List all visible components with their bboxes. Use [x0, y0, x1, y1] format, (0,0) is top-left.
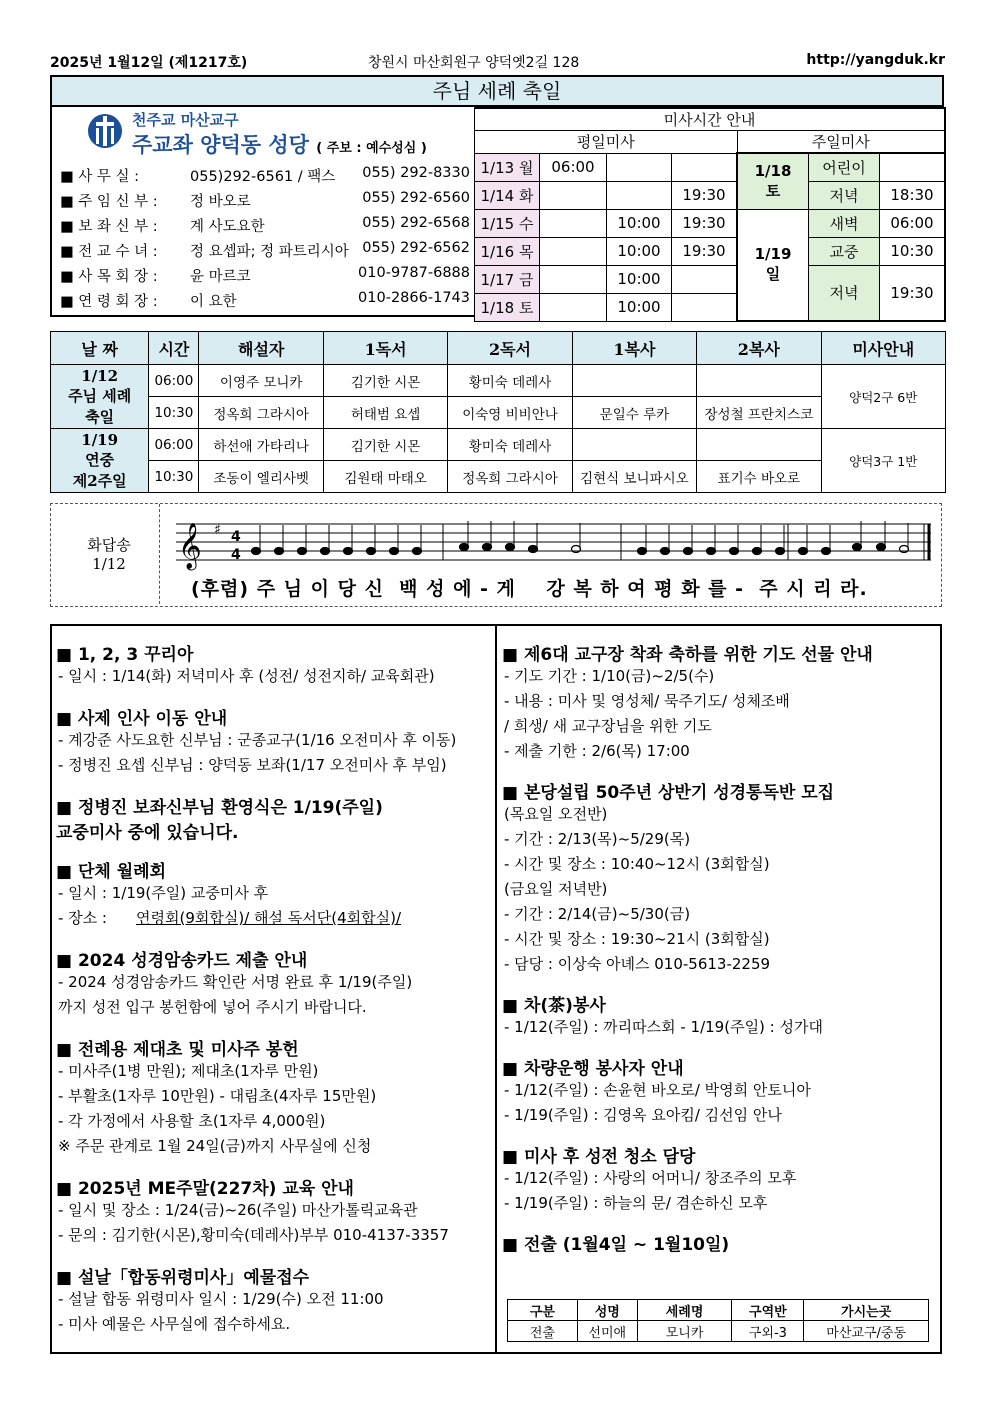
- psalm-label: 화답송: [87, 536, 131, 554]
- liturgy-schedule: [50, 331, 946, 493]
- contact-name: 윤 마르코: [190, 269, 251, 285]
- schedule-minister: 정옥희 그라시아: [448, 461, 572, 493]
- notice-line: - 계강준 사도요한 신부님 : 군종교구(1/16 오전미사 후 이동): [58, 731, 457, 749]
- notice-line: - 1/19(주일) : 김영옥 요아킴/ 김선임 안나: [504, 1106, 782, 1124]
- notice-heading: 교중미사 중에 있습니다.: [56, 823, 239, 843]
- sun-mass-name: 저녁: [809, 265, 880, 321]
- svg-text:4: 4: [231, 529, 241, 545]
- schedule-minister: 김기한 시몬: [323, 429, 447, 461]
- notice-heading: ■ 차량운행 봉사자 안내: [502, 1059, 684, 1079]
- church-logo-icon: [87, 111, 123, 151]
- schedule-time: 10:30: [149, 397, 199, 429]
- notice-line: - 설날 합동 위령미사 일시 : 1/29(수) 오전 11:00: [58, 1290, 384, 1308]
- mass-time-dawn: [540, 293, 607, 321]
- music-note: [460, 544, 469, 551]
- sat-dow: 토: [765, 181, 781, 200]
- notice-heading: ■ 2025년 ME주말(227차) 교육 안내: [56, 1179, 354, 1199]
- contact-role: ■ 전 교 수 녀 :: [60, 244, 158, 260]
- music-note: [483, 544, 492, 551]
- transfer-header: 세례명: [637, 1300, 732, 1321]
- mass-row: [475, 237, 946, 265]
- mass-time-evening: 19:30: [672, 237, 738, 265]
- music-note: [390, 548, 399, 555]
- music-note: [638, 548, 647, 555]
- schedule-date-line: 1/12: [81, 366, 119, 385]
- schedule-header: 미사안내: [821, 332, 945, 365]
- transfer-header: 구역반: [732, 1300, 804, 1321]
- mass-time-evening: [672, 293, 738, 321]
- notice-line: - 제출 기한 : 2/6(목) 17:00: [504, 742, 690, 760]
- schedule-minister: 이영주 모니카: [199, 365, 323, 397]
- notice-line: ※ 주문 관계로 1월 24일(금)까지 사무실에 신청: [58, 1137, 372, 1155]
- music-note: [684, 548, 693, 555]
- church-patron: ( 주보 : 예수성심 ): [316, 141, 427, 156]
- contact-name: 이 요한: [190, 294, 237, 310]
- contact-row: [60, 190, 470, 212]
- schedule-header: 2복사: [697, 332, 821, 365]
- mass-row: [475, 181, 946, 209]
- notice-line: - 문의 : 김기한(시몬),황미숙(데레사)부부 010-4137-3357: [58, 1226, 449, 1244]
- notice-heading: ■ 사제 인사 이동 안내: [56, 709, 228, 729]
- notice-heading: ■ 2024 성경암송카드 제출 안내: [56, 951, 308, 971]
- weekday-date: 1/14 화: [475, 181, 540, 209]
- contact-name: 계 사도요한: [190, 219, 265, 235]
- schedule-header: 1복사: [572, 332, 696, 365]
- sun-mass-time: 19:30: [880, 265, 946, 321]
- schedule-date-line: 주님 세례: [68, 386, 132, 405]
- transfer-cell: 마산교구/중동: [804, 1321, 929, 1342]
- top-info-line: [50, 50, 945, 72]
- music-note: [661, 548, 670, 555]
- notice-line: (금요일 저녁반): [504, 880, 608, 898]
- schedule-date-line: 1/19: [81, 430, 119, 449]
- contact-row: [60, 215, 470, 237]
- mass-time-morning: 10:00: [607, 209, 672, 237]
- music-note: [275, 548, 284, 555]
- notice-line: - 일시 및 장소 : 1/24(금)~26(주일) 마산가톨릭교육관: [58, 1201, 418, 1219]
- notice-heading: ■ 정병진 보좌신부님 환영식은 1/19(주일): [56, 798, 383, 818]
- contact-role: ■ 사 무 실 :: [60, 169, 140, 185]
- schedule-row: [51, 397, 946, 429]
- notice-underlined: 연령회(9회합실)/ 해설 독서단(4회합실)/: [136, 909, 402, 927]
- contact-name: 정 요셉파; 정 파트리시아: [190, 244, 349, 260]
- mass-time-dawn: 06:00: [540, 153, 607, 181]
- schedule-mass-note: 양덕2구 6반: [821, 365, 945, 429]
- contact-phone: 010-2866-1743: [358, 290, 470, 306]
- sun-dow: 일: [765, 265, 781, 284]
- sat-mass-name: 어린이: [809, 153, 880, 181]
- svg-text:♯: ♯: [214, 522, 221, 538]
- contact-role: ■ 보 좌 신 부 :: [60, 219, 158, 235]
- contact-role: ■ 사 목 회 장 :: [60, 269, 158, 285]
- notice-line: - 미사주(1병 만원); 제대초(1자루 만원): [58, 1062, 319, 1080]
- transfer-header: 성명: [577, 1300, 637, 1321]
- schedule-time: 10:30: [149, 461, 199, 493]
- schedule-minister: 표기수 바오로: [697, 461, 821, 493]
- mass-time-evening: [672, 265, 738, 293]
- feast-title: 주님 세례 축일: [50, 75, 944, 107]
- notice-line: - 미사 예물은 사무실에 접수하세요.: [58, 1315, 291, 1333]
- mass-time-evening: 19:30: [672, 181, 738, 209]
- diocese-name: 천주교 마산교구: [132, 111, 239, 129]
- schedule-date: [51, 365, 149, 429]
- schedule-minister: 김기한 시몬: [323, 365, 447, 397]
- schedule-time: 06:00: [149, 429, 199, 461]
- transfer-cell: 전출: [508, 1321, 578, 1342]
- schedule-minister: [697, 429, 821, 461]
- schedule-row: [51, 365, 946, 397]
- schedule-minister: [572, 365, 696, 397]
- contact-phone: 055) 292-6562: [362, 240, 470, 256]
- notice-heading: ■ 본당설립 50주년 상반기 성경통독반 모집: [502, 783, 835, 803]
- mass-time-dawn: [540, 237, 607, 265]
- contact-role: ■ 주 임 신 부 :: [60, 194, 158, 210]
- church-name: 주교좌 양덕동 성당 ( 주보 : 예수성심 ): [132, 133, 427, 157]
- notice-line: - 일시 : 1/19(주일) 교중미사 후: [58, 884, 269, 902]
- sunday-heading: 주일미사: [737, 131, 945, 154]
- music-note: [321, 548, 330, 555]
- music-note: [853, 544, 862, 551]
- notice-line: - 1/12(주일) : 까리따스회 - 1/19(주일) : 성가대: [504, 1018, 823, 1036]
- mass-row: [475, 209, 946, 237]
- music-note: [730, 548, 739, 555]
- mass-times: [474, 107, 946, 317]
- schedule-header: 날 짜: [51, 332, 149, 365]
- weekday-date: 1/15 수: [475, 209, 540, 237]
- schedule-date-line: 연중: [85, 450, 115, 469]
- contact-row: [60, 265, 470, 287]
- sunday-date: [737, 209, 809, 321]
- notice-line: - 2024 성경암송카드 확인란 서명 완료 후 1/19(주일): [58, 973, 413, 991]
- schedule-minister: 황미숙 데레사: [448, 365, 572, 397]
- transfer-cell: 구외-3: [732, 1321, 804, 1342]
- mass-time-evening: [672, 153, 738, 181]
- mass-time-dawn: [540, 209, 607, 237]
- contact-role: ■ 연 령 회 장 :: [60, 294, 158, 310]
- mass-time-morning: 10:00: [607, 265, 672, 293]
- sun-mass-time: 10:30: [880, 237, 946, 265]
- schedule-time: 06:00: [149, 365, 199, 397]
- notice-heading: ■ 제6대 교구장 착좌 축하를 위한 기도 선물 안내: [502, 645, 873, 665]
- contact-phone: 010-9787-6888: [358, 265, 470, 281]
- contact-phone: 055) 292-6560: [362, 190, 470, 206]
- music-note: [413, 548, 422, 555]
- sat-mass-name: 저녁: [809, 181, 880, 209]
- mass-time-morning: 10:00: [607, 237, 672, 265]
- schedule-minister: 정옥희 그라시아: [199, 397, 323, 429]
- notice-heading: ■ 단체 월례회: [56, 862, 167, 882]
- weekday-date: 1/13 월: [475, 153, 540, 181]
- weekday-date: 1/18 토: [475, 293, 540, 321]
- notice-heading: ■ 차(茶)봉사: [502, 996, 606, 1016]
- schedule-row: [51, 429, 946, 461]
- schedule-header: 시간: [149, 332, 199, 365]
- notice-line: - 기도 기간 : 1/10(금)~2/5(수): [504, 667, 715, 685]
- weekday-date: 1/17 금: [475, 265, 540, 293]
- transfer-header: 구분: [508, 1300, 578, 1321]
- mass-row: [475, 153, 946, 181]
- contact-name: 정 바오로: [190, 194, 251, 210]
- transfer-cell: 선미애: [577, 1321, 637, 1342]
- schedule-minister: [697, 365, 821, 397]
- music-staff: [176, 512, 936, 572]
- contact-phone: 055) 292-8330: [362, 165, 470, 181]
- notice-line: 까지 성전 입구 봉헌함에 넣어 주시기 바랍니다.: [58, 998, 367, 1016]
- music-note: [506, 544, 515, 551]
- mass-time-dawn: [540, 265, 607, 293]
- website-link[interactable]: http://yangduk.kr: [806, 52, 945, 68]
- weekday-date: 1/16 목: [475, 237, 540, 265]
- sun-mass-time: 06:00: [880, 209, 946, 237]
- notice-line: - 1/19(주일) : 하늘의 문/ 겸손하신 모후: [504, 1194, 768, 1212]
- schedule-minister: [572, 429, 696, 461]
- music-note: [529, 546, 538, 553]
- notice-line: - 1/12(주일) : 손윤현 바오로/ 박영희 안토니아: [504, 1081, 811, 1099]
- schedule-minister: 문일수 루카: [572, 397, 696, 429]
- notice-heading: ■ 1, 2, 3 꾸리아: [56, 645, 194, 665]
- contact-row: [60, 165, 470, 187]
- notice-line: - 시간 및 장소 : 10:40~12시 (3회합실): [504, 855, 770, 873]
- notice-line: - 장소 :: [58, 909, 107, 927]
- mass-time-dawn: [540, 181, 607, 209]
- notice-line: - 부활초(1자루 10만원) - 대림초(4자루 15만원): [58, 1087, 377, 1105]
- music-note: [753, 548, 762, 555]
- schedule-minister: 이숙영 비비안나: [448, 397, 572, 429]
- music-note: [776, 548, 785, 555]
- transfer-cell: 모니카: [637, 1321, 732, 1342]
- weekday-heading: 평일미사: [475, 131, 738, 154]
- sun-date: 1/19: [754, 245, 792, 264]
- music-note: [707, 548, 716, 555]
- sat-date: 1/18: [754, 161, 792, 180]
- sat-mass-time: 18:30: [880, 181, 946, 209]
- transfer-header: 가시는곳: [804, 1300, 929, 1321]
- psalm-date: 1/12: [92, 555, 126, 573]
- issue-date: 2025년 1월12일 (제1217호): [50, 55, 248, 71]
- sun-mass-name: 교중: [809, 237, 880, 265]
- mass-heading: 미사시간 안내: [475, 108, 946, 131]
- notice-line: / 희생/ 새 교구장님을 위한 기도: [504, 717, 712, 735]
- music-note: [367, 548, 376, 555]
- schedule-header: 1독서: [323, 332, 447, 365]
- schedule-date-line: 축일: [85, 407, 115, 426]
- music-note: [822, 548, 831, 555]
- notice-heading: ■ 미사 후 성전 청소 담당: [502, 1147, 696, 1167]
- schedule-row: [51, 461, 946, 493]
- notice-line: (목요일 오전반): [504, 805, 608, 823]
- schedule-minister: 김원태 마태오: [323, 461, 447, 493]
- notice-heading: ■ 설날「합동위령미사」예물접수: [56, 1268, 310, 1288]
- music-note: [252, 548, 261, 555]
- music-note: [298, 548, 307, 555]
- contact-row: [60, 290, 470, 312]
- schedule-minister: 하선애 가타리나: [199, 429, 323, 461]
- notice-line: - 내용 : 미사 및 영성체/ 묵주기도/ 성체조배: [504, 692, 790, 710]
- notice-line: - 시간 및 장소 : 19:30~21시 (3회합실): [504, 930, 770, 948]
- sat-mass-time: [880, 153, 946, 181]
- schedule-minister: 장성철 프란치스코: [697, 397, 821, 429]
- schedule-header: 해설자: [199, 332, 323, 365]
- notice-line: - 기간 : 2/14(금)~5/30(금): [504, 905, 691, 923]
- schedule-mass-note: 양덕3구 1반: [821, 429, 945, 493]
- schedule-minister: 황미숙 데레사: [448, 429, 572, 461]
- notice-heading: ■ 전례용 제대초 및 미사주 봉헌: [56, 1040, 299, 1060]
- church-info: [50, 107, 474, 317]
- contact-name: 055)292-6561 / 팩스: [190, 169, 336, 185]
- schedule-minister: 김현식 보니파시오: [572, 461, 696, 493]
- notice-line: - 정병진 요셉 신부님 : 양덕동 보좌(1/17 오전미사 후 부임): [58, 756, 447, 774]
- mass-time-morning: 10:00: [607, 293, 672, 321]
- notice-line: - 담당 : 이상숙 아녜스 010-5613-2259: [504, 955, 771, 973]
- music-note: [799, 548, 808, 555]
- schedule-minister: 허태범 요셉: [323, 397, 447, 429]
- schedule-header: 2독서: [448, 332, 572, 365]
- notice-line: - 기간 : 2/13(목)~5/29(목): [504, 830, 691, 848]
- church-address: 창원시 마산회원구 양덕옛2길 128: [368, 55, 580, 71]
- mass-row: [475, 265, 946, 293]
- notice-line: - 일시 : 1/14(화) 저녁미사 후 (성전/ 성전지하/ 교육회관): [58, 667, 435, 685]
- schedule-date-line: 제2주일: [72, 471, 127, 490]
- notice-line: - 1/12(주일) : 사랑의 어머니/ 창조주의 모후: [504, 1169, 797, 1187]
- schedule-minister: 조동이 엘리사벳: [199, 461, 323, 493]
- contact-phone: 055) 292-6568: [362, 215, 470, 231]
- schedule-date: [51, 429, 149, 493]
- transfer-table: [507, 1299, 929, 1342]
- notice-line: - 각 가정에서 사용할 초(1자루 4,000원): [58, 1112, 326, 1130]
- svg-text:4: 4: [231, 547, 241, 563]
- svg-text:𝄞: 𝄞: [178, 523, 202, 569]
- mass-time-morning: [607, 181, 672, 209]
- sun-mass-name: 새벽: [809, 209, 880, 237]
- psalm-lyrics: (후렴) 주 님 이 당 신 백 성 에 - 게 강 복 하 여 평 화 를 - 주 시 리 라.: [191, 578, 868, 600]
- contact-row: [60, 240, 470, 262]
- mass-time-evening: 19:30: [672, 209, 738, 237]
- music-note: [344, 548, 353, 555]
- notice-heading: ■ 전출 (1월4일 ~ 1월10일): [502, 1235, 730, 1255]
- music-note: [877, 544, 886, 551]
- mass-time-morning: [607, 153, 672, 181]
- saturday-date: [737, 153, 809, 209]
- responsorial-psalm: [50, 503, 942, 607]
